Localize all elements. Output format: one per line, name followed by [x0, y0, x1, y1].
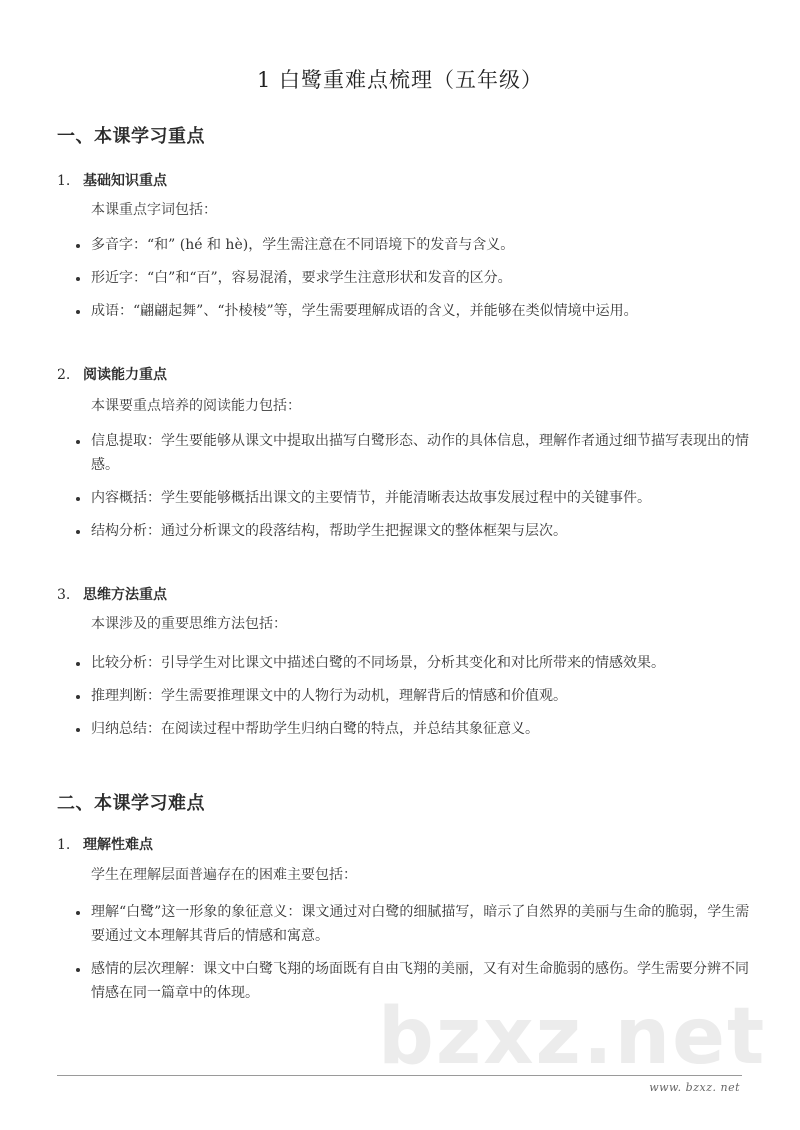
- bullet-icon: [76, 695, 80, 699]
- list-item: 理解“白鹭”这一形象的象征意义：课文通过对白鹭的细腻描写，暗示了自然界的美丽与生命的脆弱，学生需要通过文本理解其背后的情感和寓意。: [76, 900, 756, 948]
- subsection-title: 理解性难点: [83, 837, 153, 853]
- list-item: 形近字：“白”和“百”，容易混淆，要求学生注意形状和发音的区分。: [76, 266, 756, 290]
- bullet-icon: [76, 440, 80, 444]
- bullet-icon: [76, 662, 80, 666]
- subsection-number: 3.: [57, 587, 71, 603]
- footer-divider: [57, 1075, 742, 1076]
- list-item: 结构分析：通过分析课文的段落结构，帮助学生把握课文的整体框架与层次。: [76, 519, 756, 543]
- bullet-icon: [76, 497, 80, 501]
- bullet-icon: [76, 530, 80, 534]
- subsection-heading-thinking-methods: [57, 584, 167, 604]
- subsection-intro: 学生在理解层面普遍存在的困难主要包括：: [91, 867, 357, 883]
- subsection-number: 1.: [57, 837, 71, 853]
- section-heading-difficulties: 二、本课学习难点: [57, 793, 205, 814]
- bullet-list-comprehension: [76, 900, 756, 1014]
- bullet-icon: [76, 728, 80, 732]
- list-item: 内容概括：学生要能够概括出课文的主要情节，并能清晰表达故事发展过程中的关键事件。: [76, 486, 756, 510]
- list-item: 归纳总结：在阅读过程中帮助学生归纳白鹭的特点，并总结其象征意义。: [76, 717, 756, 741]
- subsection-intro: 本课涉及的重要思维方法包括：: [91, 616, 287, 632]
- subsection-heading-reading-ability: [57, 364, 167, 384]
- subsection-number: 1.: [57, 173, 71, 189]
- list-item: 多音字：“和” (hé 和 hè)，学生需注意在不同语境下的发音与含义。: [76, 233, 756, 257]
- bullet-list-thinking-methods: [76, 651, 756, 750]
- list-item: 感情的层次理解：课文中白鹭飞翔的场面既有自由飞翔的美丽，又有对生命脆弱的感伤。学生需要分辨不同情感在同一篇章中的体现。: [76, 957, 756, 1005]
- list-item: 信息提取：学生要能够从课文中提取出描写白鹭形态、动作的具体信息，理解作者通过细节描写表现出的情感。: [76, 429, 756, 477]
- list-item: 比较分析：引导学生对比课文中描述白鹭的不同场景，分析其变化和对比所带来的情感效果。: [76, 651, 756, 675]
- bullet-icon: [76, 911, 80, 915]
- bullet-icon: [76, 277, 80, 281]
- subsection-intro: 本课要重点培养的阅读能力包括：: [91, 398, 301, 414]
- subsection-title: 思维方法重点: [83, 587, 167, 603]
- subsection-heading-basic-knowledge: [57, 170, 167, 190]
- page-title: 1 白鹭重难点梳理（五年级）: [256, 68, 544, 92]
- list-item: 推理判断：学生需要推理课文中的人物行为动机，理解背后的情感和价值观。: [76, 684, 756, 708]
- list-item: 成语：“翩翩起舞”、“扑棱棱”等，学生需要理解成语的含义，并能够在类似情境中运用。: [76, 299, 756, 323]
- subsection-title: 阅读能力重点: [83, 367, 167, 383]
- watermark: bzxz.net: [378, 992, 767, 1082]
- bullet-icon: [76, 968, 80, 972]
- subsection-intro: 本课重点字词包括：: [91, 202, 217, 218]
- section-heading-focus: 一、本课学习重点: [57, 126, 205, 147]
- bullet-list-reading-ability: [76, 429, 756, 552]
- subsection-title: 基础知识重点: [83, 173, 167, 189]
- subsection-heading-comprehension: [57, 834, 153, 854]
- subsection-number: 2.: [57, 367, 71, 383]
- bullet-icon: [76, 244, 80, 248]
- footer-url: www. bzxz. net: [649, 1081, 740, 1094]
- bullet-icon: [76, 310, 80, 314]
- bullet-list-basic-knowledge: [76, 233, 756, 332]
